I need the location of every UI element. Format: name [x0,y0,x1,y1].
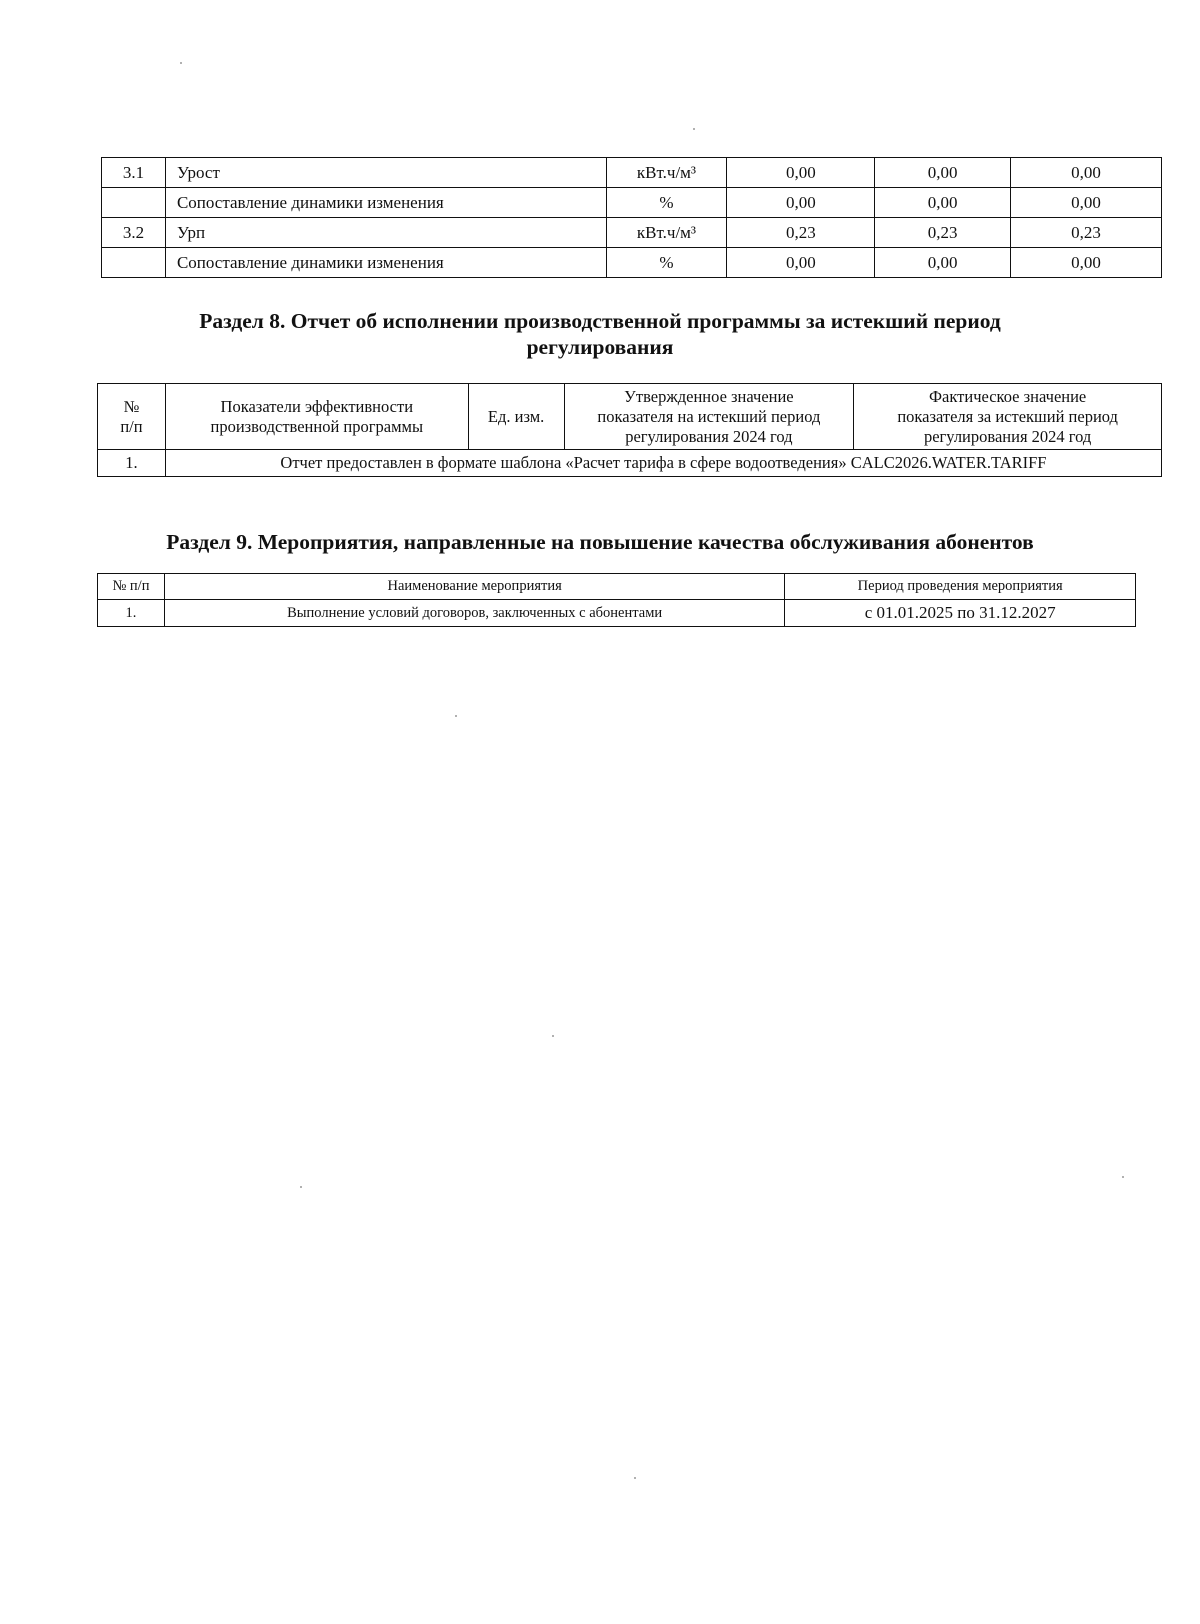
value-cell: 0,00 [1011,188,1162,218]
table-row [102,158,1162,188]
indicator-name: Сопоставление динамики изменения [165,248,606,278]
row-number: 3.1 [102,158,166,188]
value-cell: 0,00 [875,158,1011,188]
table-row [102,188,1162,218]
unit-cell: % [606,248,727,278]
scan-speck [455,715,457,717]
row-number [102,188,166,218]
header-actual-value: Фактическое значение показателя за истекший период регулирования 2024 год [854,384,1162,450]
header-num: № п/п [98,574,165,600]
value-cell: 0,23 [875,218,1011,248]
indicators-table [101,157,1162,278]
unit-cell: кВт.ч/м³ [606,218,727,248]
section-8-title-line2: регулирования [526,335,674,359]
service-quality-measures-table [97,573,1136,627]
value-cell: 0,00 [1011,248,1162,278]
value-cell: 0,00 [727,248,875,278]
scan-speck [693,128,695,130]
row-number: 1. [98,450,166,477]
measure-name: Выполнение условий договоров, заключенных с абонентами [164,600,784,627]
table-row [98,450,1162,477]
value-cell: 0,00 [875,188,1011,218]
indicator-name: Сопоставление динамики изменения [165,188,606,218]
value-cell: 0,00 [875,248,1011,278]
row-number: 1. [98,600,165,627]
scan-speck [1122,1176,1124,1178]
report-note: Отчет предоставлен в формате шаблона «Расчет тарифа в сфере водоотведения» CALC2026.WATER.TARIFF [165,450,1161,477]
section-9-title: Раздел 9. Мероприятия, направленные на повышение качества обслуживания абонентов [166,530,1034,554]
table-row [102,248,1162,278]
row-number [102,248,166,278]
header-unit: Ед. изм. [468,384,564,450]
measure-period: с 01.01.2025 по 31.12.2027 [785,600,1136,627]
scan-speck [180,62,182,64]
header-period: Период проведения мероприятия [785,574,1136,600]
header-approved-value: Утвержденное значение показателя на истекший период регулирования 2024 год [564,384,854,450]
section-8-title [150,308,1050,360]
value-cell: 0,00 [1011,158,1162,188]
header-measure-name: Наименование мероприятия [164,574,784,600]
production-program-report-table [97,383,1162,477]
unit-cell: % [606,188,727,218]
table-row [102,218,1162,248]
value-cell: 0,23 [1011,218,1162,248]
header-num: № п/п [98,384,166,450]
value-cell: 0,00 [727,188,875,218]
indicator-name: Урп [165,218,606,248]
scan-speck [634,1477,636,1479]
header-indicators: Показатели эффективности производственной программы [165,384,468,450]
section-8-title-line1: Раздел 8. Отчет об исполнении производственной программы за истекший период [199,309,1001,333]
table-header-row [98,574,1136,600]
indicator-name: Урост [165,158,606,188]
table-header-row [98,384,1162,450]
table-row [98,600,1136,627]
scan-speck [300,1186,302,1188]
unit-cell: кВт.ч/м³ [606,158,727,188]
value-cell: 0,00 [727,158,875,188]
row-number: 3.2 [102,218,166,248]
scan-speck [552,1035,554,1037]
value-cell: 0,23 [727,218,875,248]
